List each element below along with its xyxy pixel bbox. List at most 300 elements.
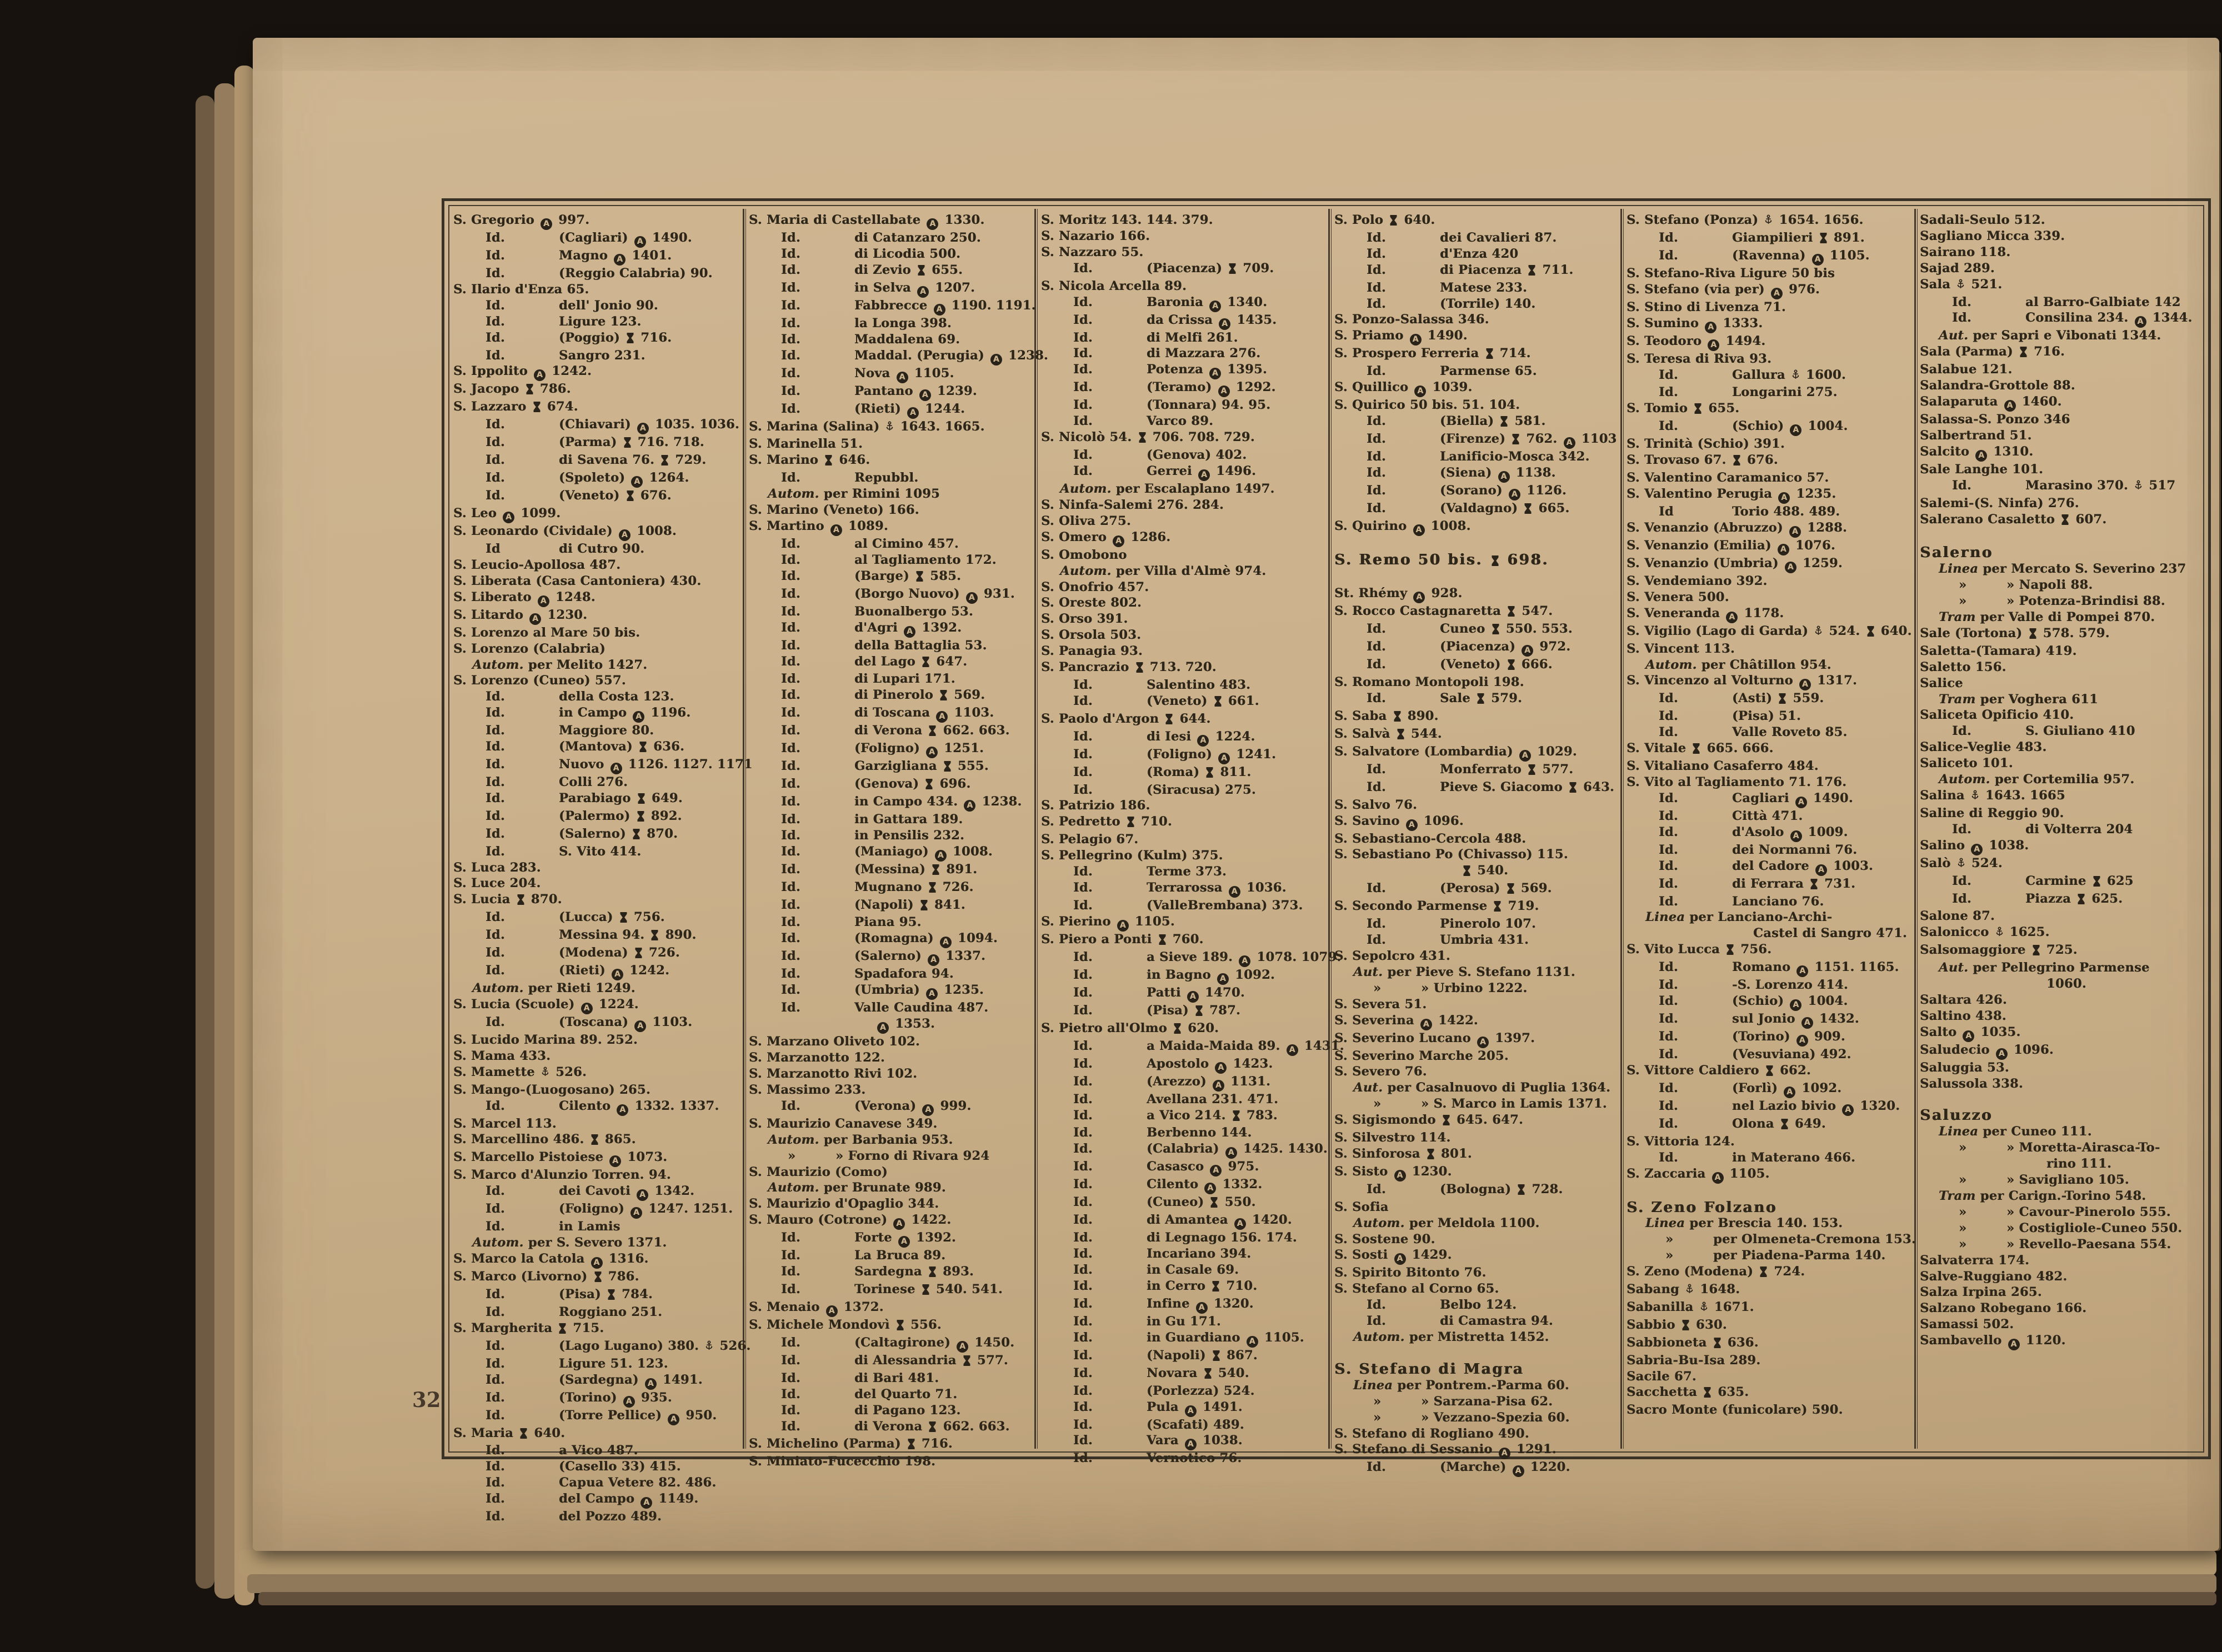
id-abbreviation: Id. bbox=[486, 1202, 505, 1217]
page-edge-left-1 bbox=[196, 96, 214, 1589]
entry-line: Id. del Campo A 1149. bbox=[453, 1491, 735, 1509]
entry-line: Id. Sale 579. bbox=[1334, 690, 1617, 708]
id-abbreviation: Id. bbox=[1659, 790, 1678, 805]
entry-line: S. Maurizio (Como) bbox=[749, 1164, 888, 1179]
anchor-icon bbox=[1995, 926, 2004, 942]
entry-line: Autom. per Rieti 1249. bbox=[472, 981, 635, 995]
entry-line: Sagliano Micca 339. bbox=[1920, 228, 2065, 243]
entry-line: Id. (Torino) A 935. bbox=[453, 1390, 735, 1408]
telegraph-icon bbox=[639, 740, 647, 757]
entry-line: Id. (Asti) 559. bbox=[1627, 690, 1909, 708]
entry-line: Samassi 502. bbox=[1920, 1317, 2014, 1332]
entry-line: » » Revello-Paesana 554. bbox=[1959, 1237, 2171, 1251]
entry-line: Id. (Foligno) A 1241. bbox=[1041, 747, 1323, 764]
id-abbreviation: Id. bbox=[486, 1475, 505, 1490]
autobus-icon: A bbox=[1509, 489, 1520, 500]
entry-line: S. Marco (Livorno) 786. bbox=[453, 1269, 735, 1286]
entry-line: S. Lucido Marina 89. 252. bbox=[453, 1032, 638, 1047]
entry-line: Id. Gerrei A 1496. bbox=[1041, 463, 1323, 481]
entry-line: Autom. per Mistretta 1452. bbox=[1353, 1330, 1549, 1345]
autobus-icon: A bbox=[1113, 535, 1124, 547]
continuation-bullet: » bbox=[1373, 980, 1382, 995]
id-abbreviation: Id. bbox=[1073, 1230, 1093, 1245]
entry-line: Id. (Cagliari) A 1490. bbox=[453, 230, 735, 248]
entry-line: Id. del Lago 647. bbox=[749, 654, 1031, 672]
entry-line: S. Luca 283. bbox=[453, 860, 541, 875]
autobus-icon: A bbox=[1394, 1253, 1406, 1265]
entry-line: Id. di Verona 662. 663. bbox=[749, 723, 1031, 740]
id-abbreviation: Id. bbox=[1659, 994, 1678, 1009]
id-abbreviation: Id. bbox=[781, 983, 800, 998]
id-abbreviation: Id. bbox=[1367, 657, 1386, 672]
entry-line: S. Stefano di Sessanio A 1291. bbox=[1334, 1441, 1617, 1459]
id-abbreviation: Id. bbox=[781, 654, 800, 669]
entry-line: Id. in Cerro 710. bbox=[1041, 1278, 1323, 1296]
entry-line: Salemi-(S. Ninfa) 276. bbox=[1920, 495, 2079, 510]
entry-line: Id. Varco 89. bbox=[1073, 414, 1214, 429]
entry-line: Id. di Volterra 204 bbox=[1952, 822, 2133, 837]
entry-line: Id. da Crissa A 1435. bbox=[1041, 312, 1323, 330]
id-abbreviation: Id. bbox=[781, 298, 800, 313]
entry-line: Id. di Catanzaro 250. bbox=[781, 231, 981, 245]
entry-line: S. Zeno (Modena) 724. bbox=[1627, 1264, 1909, 1281]
id-abbreviation: Id. bbox=[1073, 1451, 1093, 1466]
telegraph-icon bbox=[1507, 658, 1515, 674]
telegraph-icon bbox=[2029, 627, 2037, 643]
entry-line: S. Romano Montopoli 198. bbox=[1334, 675, 1524, 690]
autobus-icon: A bbox=[1705, 322, 1716, 333]
page-edge-bottom-1 bbox=[239, 1550, 2216, 1575]
entry-line: Id. (Sardegna) A 1491. bbox=[453, 1372, 735, 1390]
telegraph-icon bbox=[558, 1322, 567, 1338]
autobus-icon: A bbox=[1726, 612, 1738, 623]
entry-line: S. Stefano al Corno 65. bbox=[1334, 1281, 1499, 1296]
entry-line: Id. della Battaglia 53. bbox=[781, 638, 987, 653]
entry-line: Id. (Pisa) 784. bbox=[453, 1286, 735, 1304]
autobus-icon: A bbox=[1795, 797, 1807, 808]
telegraph-icon bbox=[1212, 1280, 1220, 1296]
anchor-icon bbox=[1971, 789, 1979, 805]
entry-line: Id. di Amantea A 1420. bbox=[1041, 1212, 1323, 1230]
entry-line: Salice bbox=[1920, 675, 1963, 690]
entry-line: S. Vitale 665. 666. bbox=[1627, 740, 1909, 758]
entry-line: S. Omobono bbox=[1041, 547, 1127, 562]
entry-line: Id. Patti A 1470. bbox=[1041, 985, 1323, 1003]
telegraph-icon bbox=[1780, 1118, 1789, 1134]
autobus-icon: A bbox=[634, 236, 646, 248]
autobus-icon: A bbox=[1185, 1439, 1197, 1450]
entry-line: S. Maurizio d'Opaglio 344. bbox=[749, 1197, 939, 1212]
id-abbreviation: Id. bbox=[1367, 691, 1386, 706]
entry-line: Id. (Casello 33) 415. bbox=[486, 1459, 681, 1474]
entry-line: S. Severino Lucano A 1397. bbox=[1334, 1030, 1617, 1048]
autobus-icon: A bbox=[926, 988, 938, 1000]
entry-line: Id. (Mantova) 636. bbox=[453, 739, 735, 757]
id-abbreviation: Id. bbox=[486, 723, 505, 738]
entry-line: Saludecio A 1096. bbox=[1920, 1042, 2202, 1060]
entry-line: Salto A 1035. bbox=[1920, 1024, 2202, 1042]
id-abbreviation: Id. bbox=[1073, 1433, 1093, 1448]
telegraph-icon bbox=[637, 792, 645, 808]
telegraph-icon bbox=[824, 454, 833, 470]
entry-line: Aut. per Casalnuovo di Puglia 1364. bbox=[1353, 1080, 1611, 1095]
entry-line: S. Leo A 1099. bbox=[453, 505, 735, 523]
entry-line: Id. (Lucca) 756. bbox=[453, 909, 735, 927]
autobus-icon: A bbox=[940, 937, 952, 948]
entry-line: S. Trinità (Schio) 391. bbox=[1627, 437, 1785, 452]
entry-line: Sadali-Seulo 512. bbox=[1920, 213, 2045, 227]
telegraph-icon bbox=[1569, 781, 1577, 797]
entry-line: S. Mamette 526. bbox=[453, 1064, 735, 1082]
autobus-icon: A bbox=[830, 524, 842, 536]
entry-line: S. Secondo Parmense 719. bbox=[1334, 898, 1617, 916]
entry-line: Aut. per Sapri e Vibonati 1344. bbox=[1939, 328, 2161, 343]
entry-line: S. Stino di Livenza 71. bbox=[1627, 299, 1786, 314]
telegraph-icon bbox=[2032, 944, 2040, 960]
entry-line: Id. (Roma) 811. bbox=[1041, 764, 1323, 782]
id-abbreviation: Id. bbox=[486, 314, 505, 329]
autobus-icon: A bbox=[1712, 1172, 1724, 1184]
telegraph-icon bbox=[939, 689, 948, 705]
entry-line: S. Patrizio 186. bbox=[1041, 798, 1150, 813]
entry-line: Id. (Porlezza) 524. bbox=[1073, 1383, 1255, 1398]
entry-line: S. Teresa di Riva 93. bbox=[1627, 351, 1772, 366]
entry-line: Id. in Lamis bbox=[486, 1219, 620, 1234]
id-abbreviation: Id. bbox=[1073, 1365, 1093, 1380]
telegraph-icon bbox=[526, 383, 534, 399]
entry-line: Saletta-(Tamara) 419. bbox=[1920, 643, 2077, 658]
entry-line: Id. (Toscana) A 1103. bbox=[453, 1014, 735, 1032]
telegraph-icon bbox=[1733, 454, 1741, 470]
entry-line: Saliceto 101. bbox=[1920, 756, 2013, 771]
id-abbreviation: Id. bbox=[486, 248, 505, 263]
entry-line: Id. (Lago Lugano) 380. 526. bbox=[453, 1338, 735, 1356]
id-abbreviation: Id. bbox=[486, 1286, 505, 1301]
id-abbreviation: Id. bbox=[781, 586, 800, 601]
id-abbreviation: Id. bbox=[1367, 262, 1386, 277]
telegraph-icon bbox=[1135, 661, 1144, 677]
autobus-icon: A bbox=[1204, 1183, 1216, 1194]
entry-line: Saline di Reggio 90. bbox=[1920, 805, 2064, 820]
id-abbreviation: Id. bbox=[781, 1403, 800, 1418]
entry-line: » » Costigliole-Cuneo 550. bbox=[1959, 1220, 2183, 1235]
entry-line: Id. (Genova) 402. bbox=[1073, 448, 1247, 463]
autobus-icon: A bbox=[1796, 1035, 1808, 1047]
autobus-icon: A bbox=[640, 1497, 652, 1509]
entry-line: Id. di Melfi 261. bbox=[1073, 330, 1238, 345]
entry-line: Id. al Cimino 457. bbox=[781, 536, 959, 551]
entry-line: S. Paolo d'Argon 644. bbox=[1041, 711, 1323, 729]
telegraph-icon bbox=[1173, 1022, 1182, 1038]
autobus-icon: A bbox=[1789, 526, 1801, 538]
entry-line: Id. Magno A 1401. bbox=[453, 248, 735, 266]
id-abbreviation: Id. bbox=[781, 949, 800, 964]
id-abbreviation: Id. bbox=[486, 1098, 505, 1113]
entry-line: Id. Sardegna 893. bbox=[749, 1264, 1031, 1281]
autobus-icon: A bbox=[541, 218, 552, 230]
entry-line: Linea per Cuneo 111. bbox=[1939, 1124, 2092, 1139]
entry-line: S. Sosti A 1429. bbox=[1334, 1247, 1617, 1265]
id-abbreviation: Id. bbox=[1952, 822, 1971, 837]
id-abbreviation: Id. bbox=[781, 812, 800, 827]
entry-line: Id. Parmense 65. bbox=[1367, 364, 1537, 379]
autobus-icon: A bbox=[1971, 844, 1983, 855]
entry-line: Id. Cilento A 1332. 1337. bbox=[453, 1098, 735, 1116]
id-abbreviation: Id. bbox=[781, 552, 800, 567]
telegraph-icon bbox=[1524, 502, 1532, 518]
id-abbreviation: Id. bbox=[1659, 808, 1678, 823]
id-abbreviation: Id. bbox=[1659, 709, 1678, 724]
entry-line: Linea per Lanciano-Archi- bbox=[1645, 910, 1833, 925]
id-abbreviation: Id. bbox=[1367, 230, 1386, 245]
entry-line: Id. a Vico 214. 783. bbox=[1041, 1108, 1323, 1125]
id-abbreviation: Id. bbox=[1073, 1159, 1093, 1174]
id-abbreviation: Id. bbox=[1367, 622, 1386, 637]
id-abbreviation: Id. bbox=[1367, 449, 1386, 464]
autobus-icon: A bbox=[1234, 1218, 1246, 1230]
entry-line: Sale Langhe 101. bbox=[1920, 462, 2044, 477]
autobus-icon: A bbox=[919, 389, 931, 401]
id-abbreviation: Id. bbox=[1659, 385, 1678, 400]
entry-line: Id. Terrarossa A 1036. bbox=[1041, 880, 1323, 898]
entry-line: S. Sebastiano-Cercola 488. bbox=[1334, 831, 1527, 846]
entry-line: Id. al Barro-Galbiate 142 bbox=[1952, 294, 2181, 309]
entry-line: Salassa-S. Ponzo 346 bbox=[1920, 412, 2070, 427]
entry-line: Id. (Forlì) A 1092. bbox=[1627, 1080, 1909, 1098]
entry-line: Id. Repubbl. bbox=[781, 470, 919, 485]
entry-line: S. Saba 890. bbox=[1334, 708, 1617, 726]
autobus-icon: A bbox=[1209, 368, 1221, 379]
entry-line: » » Moretta-Airasca-To- bbox=[1959, 1140, 2160, 1155]
entry-line: Id. (Palermo) 892. bbox=[453, 808, 735, 826]
autobus-icon: A bbox=[1406, 819, 1418, 831]
entry-line: Saltino 438. bbox=[1920, 1008, 2006, 1023]
entry-line: Id. Gallura 1600. bbox=[1627, 367, 1909, 385]
entry-line: Id. Belbo 124. bbox=[1367, 1298, 1517, 1313]
entry-line: S. Ponzo-Salassa 346. bbox=[1334, 312, 1489, 327]
entry-line: S. Piero a Ponti 760. bbox=[1041, 932, 1323, 949]
entry-line: Id. Nuovo A 1126. 1127. 1171 bbox=[453, 757, 735, 774]
entry-line: S. Michele Mondovì 556. bbox=[749, 1317, 1031, 1335]
entry-line: Id. (Siena) A 1138. bbox=[1334, 465, 1617, 483]
entry-line: Id. Buonalbergo 53. bbox=[781, 604, 973, 619]
id-abbreviation: Id. bbox=[1367, 483, 1386, 498]
entry-line: S. Lucia 870. bbox=[453, 892, 735, 909]
id-abbreviation: Id. bbox=[1367, 779, 1386, 794]
entry-line: » » Cavour-Pinerolo 555. bbox=[1959, 1204, 2171, 1219]
id-abbreviation: Id. bbox=[781, 794, 800, 809]
id-abbreviation: Id. bbox=[1367, 246, 1386, 261]
entry-line: S. Stefano-Riva Ligure 50 bis bbox=[1627, 266, 1835, 281]
entry-line: Id. Maddal. (Perugia) A 1238. bbox=[749, 348, 1031, 366]
entry-line: » » Napoli 88. bbox=[1959, 578, 2093, 593]
column-1 bbox=[453, 212, 753, 1524]
autobus-icon: A bbox=[1778, 492, 1790, 504]
entry-line: S. Liberato A 1248. bbox=[453, 589, 735, 607]
autobus-icon: A bbox=[503, 512, 514, 523]
autobus-icon: A bbox=[1564, 437, 1575, 449]
entry-line: Id. (Marche) A 1220. bbox=[1334, 1459, 1617, 1477]
entry-line: S. Martino A 1089. bbox=[749, 518, 1031, 536]
id-abbreviation: Id. bbox=[486, 266, 505, 281]
entry-line: Id. in Bagno A 1092. bbox=[1041, 967, 1323, 985]
entry-line: Autom. per Villa d'Almè 974. bbox=[1060, 563, 1267, 578]
entry-line: S. Sinforosa 801. bbox=[1334, 1146, 1617, 1164]
entry-line: Id. (Caltagirone) A 1450. bbox=[749, 1335, 1031, 1353]
id-abbreviation: Id. bbox=[1367, 1314, 1386, 1329]
entry-line: » » Potenza-Brindisi 88. bbox=[1959, 594, 2165, 609]
telegraph-icon bbox=[1195, 1004, 1203, 1020]
entry-line: Id. di Mazzara 276. bbox=[1073, 346, 1261, 361]
id-abbreviation: Id. bbox=[1367, 465, 1386, 480]
id-abbreviation: Id. bbox=[1073, 1417, 1093, 1432]
id-abbreviation: Id. bbox=[781, 383, 800, 398]
section-header: Saluzzo bbox=[1920, 1107, 1993, 1124]
entry-line: S. Nicolò 54. 706. 708. 729. bbox=[1041, 429, 1323, 447]
entry-line: Id. (Verona) A 999. bbox=[749, 1098, 1031, 1116]
id-abbreviation: Id. bbox=[1073, 398, 1093, 413]
anchor-icon bbox=[1685, 1283, 1694, 1299]
entry-line: Id. Maddalena 69. bbox=[781, 332, 960, 347]
id-abbreviation: Id. bbox=[781, 470, 800, 485]
id-abbreviation: Id. bbox=[1073, 1399, 1093, 1414]
telegraph-icon bbox=[660, 454, 669, 470]
anchor-icon bbox=[885, 420, 894, 437]
entry-line: Id. (Messina) 891. bbox=[749, 862, 1031, 879]
entry-line: Id. (ValleBrembana) 373. bbox=[1073, 898, 1303, 913]
entry-line: Sale (Tortona) 578. 579. bbox=[1920, 625, 2202, 643]
telegraph-icon bbox=[1204, 1367, 1212, 1383]
section-header: Salerno bbox=[1920, 544, 1993, 562]
column-5 bbox=[1627, 212, 1916, 1453]
entry-line: Id. di Pagano 123. bbox=[781, 1403, 961, 1418]
entry-line: S. Omero A 1286. bbox=[1041, 529, 1323, 547]
entry-line: S. Vendemiano 392. bbox=[1627, 573, 1768, 588]
id-abbreviation: Id. bbox=[781, 967, 800, 982]
id-abbreviation: Id. bbox=[1073, 261, 1093, 276]
entry-line: Id. (Bologna) 728. bbox=[1334, 1182, 1617, 1199]
telegraph-icon bbox=[626, 489, 634, 505]
entry-line: S. Nazzaro 55. bbox=[1041, 244, 1144, 259]
entry-line: S. Vito Lucca 756. bbox=[1627, 942, 1909, 959]
entry-line: S. Ippolito A 1242. bbox=[453, 363, 735, 381]
page-edge-left-3 bbox=[234, 66, 254, 1605]
entry-line: Id. in Guardiano A 1105. bbox=[1041, 1330, 1323, 1348]
id-abbreviation: Id. bbox=[781, 1098, 800, 1113]
entry-line: Id. (Chiavari) A 1035. 1036. bbox=[453, 417, 735, 434]
entry-line: Autom. per S. Severo 1371. bbox=[472, 1235, 667, 1250]
entry-line: Id. (Genova) 696. bbox=[749, 776, 1031, 794]
id-abbreviation: Id. bbox=[486, 945, 505, 960]
autobus-icon: A bbox=[826, 1305, 838, 1317]
section-header: S. Zeno Folzano bbox=[1627, 1198, 1777, 1216]
entry-line: Id. Romano A 1151. 1165. bbox=[1627, 959, 1909, 977]
id-abbreviation: Id. bbox=[1073, 1383, 1093, 1398]
entry-line: Id. (Pisa) 51. bbox=[1659, 709, 1801, 724]
id-abbreviation: Id. bbox=[781, 401, 800, 416]
id-abbreviation: Id. bbox=[781, 897, 800, 912]
telegraph-icon bbox=[1127, 815, 1135, 832]
telegraph-icon bbox=[1232, 1109, 1240, 1125]
autobus-icon: A bbox=[630, 1207, 642, 1219]
autobus-icon: A bbox=[1218, 386, 1230, 397]
page-edge-bottom-2 bbox=[247, 1574, 2216, 1593]
autobus-icon: A bbox=[907, 407, 919, 419]
entry-line: Salerano Casaletto 607. bbox=[1920, 512, 2202, 529]
entry-line: S. Sofia bbox=[1334, 1199, 1389, 1214]
column-divider bbox=[1034, 209, 1038, 1449]
entry-line: S. Lorenzo (Cuneo) 557. bbox=[453, 673, 626, 688]
telegraph-icon bbox=[1389, 214, 1398, 230]
entry-line: Id. (Torrile) 140. bbox=[1367, 296, 1536, 311]
telegraph-icon bbox=[1138, 431, 1147, 447]
id-abbreviation: Id. bbox=[1073, 1195, 1093, 1210]
entry-line: Id. (Veneto) 661. bbox=[1041, 693, 1323, 711]
autobus-icon: A bbox=[637, 423, 649, 434]
entry-line: S. Marina (Salina) 1643. 1665. bbox=[749, 419, 1031, 437]
telegraph-icon bbox=[1463, 864, 1471, 880]
id-abbreviation: Id. bbox=[486, 298, 505, 313]
autobus-icon: A bbox=[1785, 562, 1796, 573]
telegraph-icon bbox=[594, 1270, 602, 1286]
autobus-icon: A bbox=[934, 304, 945, 316]
entry-line: S. Michelino (Parma) 716. bbox=[749, 1436, 1031, 1454]
entry-line: S. Spirito Bitonto 76. bbox=[1334, 1265, 1487, 1280]
autobus-icon: A bbox=[529, 613, 541, 625]
entry-line: Id. Lanciano 76. bbox=[1659, 894, 1824, 909]
entry-line: Saliceta Opificio 410. bbox=[1920, 708, 2074, 723]
entry-line: S. Stefano (Ponza) 1654. 1656. bbox=[1627, 212, 1909, 230]
entry-line: S. Nazario 166. bbox=[1041, 228, 1150, 243]
id-abbreviation: Id. bbox=[781, 1264, 800, 1279]
entry-line: Id. di Camastra 94. bbox=[1367, 1314, 1553, 1329]
entry-line: S. Onofrio 457. bbox=[1041, 579, 1149, 594]
id-abbreviation: Id. bbox=[1073, 1074, 1093, 1089]
telegraph-icon bbox=[943, 760, 952, 776]
id-abbreviation: Id. bbox=[1367, 500, 1386, 515]
continuation-bullet: » bbox=[1373, 1410, 1382, 1425]
autobus-icon: A bbox=[1229, 886, 1240, 898]
id-abbreviation: Id. bbox=[1073, 1092, 1093, 1107]
id-abbreviation: Id. bbox=[1073, 747, 1093, 762]
entry-line: Id. Mugnano 726. bbox=[749, 879, 1031, 897]
entry-line: S. Stefano (via per) A 976. bbox=[1627, 282, 1909, 299]
id-abbreviation: Id. bbox=[781, 366, 800, 381]
entry-line: S. Venanzio (Emilia) A 1076. bbox=[1627, 538, 1909, 555]
entry-line bbox=[1334, 1345, 1617, 1361]
id-abbreviation: Id. bbox=[1659, 230, 1678, 245]
entry-line: S. Quirino A 1008. bbox=[1334, 518, 1617, 536]
entry-line: S. Orso 391. bbox=[1041, 612, 1128, 627]
entry-line: Id. Apostolo A 1423. bbox=[1041, 1056, 1323, 1074]
entry-line: Id. (Veneto) 676. bbox=[453, 488, 735, 505]
entry-line: S. Panagia 93. bbox=[1041, 644, 1143, 659]
entry-line: Linea per Brescia 140. 153. bbox=[1645, 1216, 1843, 1231]
entry-line: Sairano 118. bbox=[1920, 244, 2011, 259]
entry-line: Id. di Savena 76. 729. bbox=[453, 452, 735, 470]
telegraph-icon bbox=[1485, 347, 1494, 363]
autobus-icon: A bbox=[1197, 735, 1209, 747]
entry-line: Id. (Rieti) A 1244. bbox=[749, 401, 1031, 419]
entry-line: Salcito A 1310. bbox=[1920, 444, 2202, 462]
telegraph-icon bbox=[920, 899, 928, 915]
anchor-icon bbox=[1957, 857, 1965, 873]
entry-line: Id. (Siracusa) 275. bbox=[1073, 782, 1256, 797]
entry-line: Id. (Torino) A 909. bbox=[1627, 1029, 1909, 1047]
entry-line: Id. (Reggio Calabria) 90. bbox=[486, 266, 713, 281]
entry-line bbox=[1334, 570, 1617, 586]
telegraph-icon bbox=[1517, 1183, 1525, 1199]
